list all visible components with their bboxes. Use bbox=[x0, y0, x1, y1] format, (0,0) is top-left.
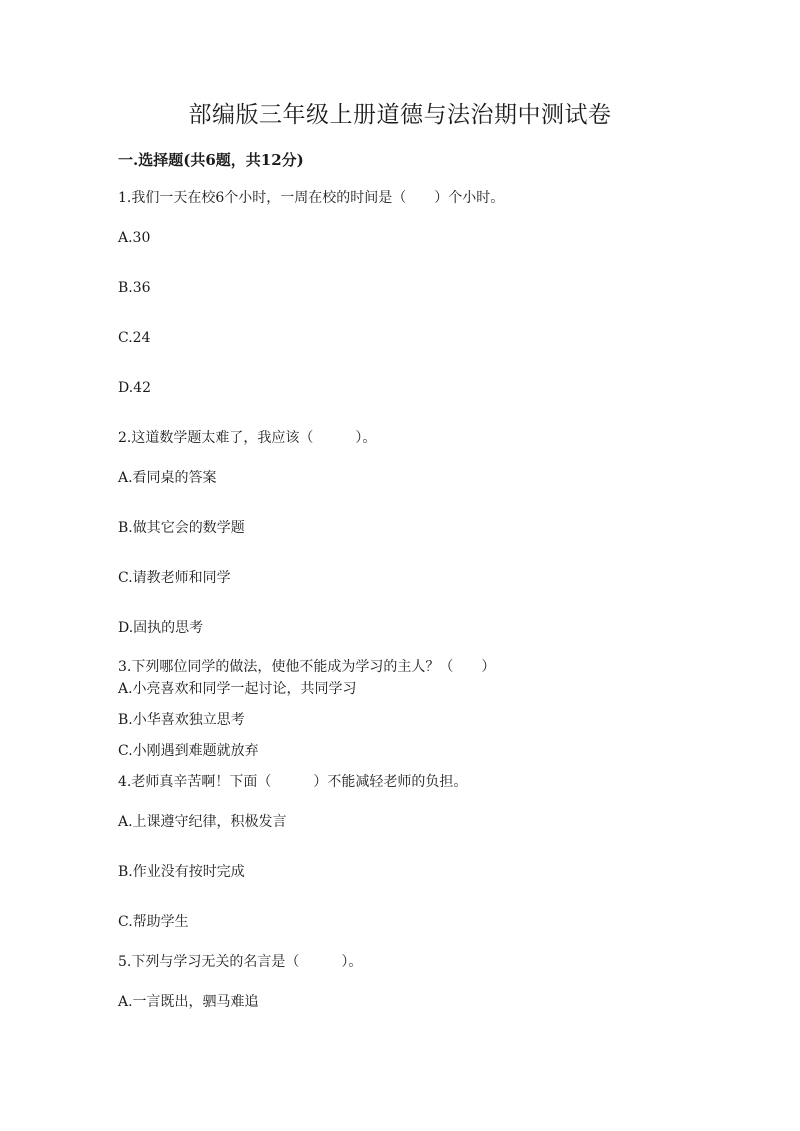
question-3-option-c: C.小刚遇到难题就放弃 bbox=[118, 743, 259, 759]
section-header-multiple-choice: 一.选择题(共6题，共12分) bbox=[118, 151, 304, 169]
question-2-option-a: A.看同桌的答案 bbox=[118, 470, 217, 486]
question-1-option-d: D.42 bbox=[118, 380, 151, 396]
question-1-stem: 1.我们一天在校6个小时，一周在校的时间是（ ）个小时。 bbox=[118, 190, 505, 206]
question-5-option-a: A.一言既出，驷马难追 bbox=[118, 994, 259, 1010]
exam-title: 部编版三年级上册道德与法治期中测试卷 bbox=[188, 102, 612, 128]
question-5-stem: 5.下列与学习无关的名言是（ ）。 bbox=[118, 954, 363, 970]
question-3-stem: 3.下列哪位同学的做法，使他不能成为学习的主人？（ ） bbox=[118, 659, 496, 675]
question-4-stem: 4.老师真辛苦啊！下面（ ）不能减轻老师的负担。 bbox=[118, 774, 468, 790]
question-1-option-a: A.30 bbox=[118, 230, 151, 246]
question-2-option-b: B.做其它会的数学题 bbox=[118, 520, 245, 536]
question-3-option-b: B.小华喜欢独立思考 bbox=[118, 712, 245, 728]
question-2-option-c: C.请教老师和同学 bbox=[118, 570, 231, 586]
question-2-stem: 2.这道数学题太难了，我应该（ ）。 bbox=[118, 430, 377, 446]
question-3-option-a: A.小亮喜欢和同学一起讨论，共同学习 bbox=[118, 681, 357, 697]
question-2-option-d: D.固执的思考 bbox=[118, 620, 204, 636]
question-1-option-b: B.36 bbox=[118, 280, 151, 296]
question-4-option-b: B.作业没有按时完成 bbox=[118, 864, 245, 880]
question-4-option-a: A.上课遵守纪律，积极发言 bbox=[118, 814, 287, 830]
question-4-option-c: C.帮助学生 bbox=[118, 914, 189, 930]
question-1-option-c: C.24 bbox=[118, 330, 151, 346]
